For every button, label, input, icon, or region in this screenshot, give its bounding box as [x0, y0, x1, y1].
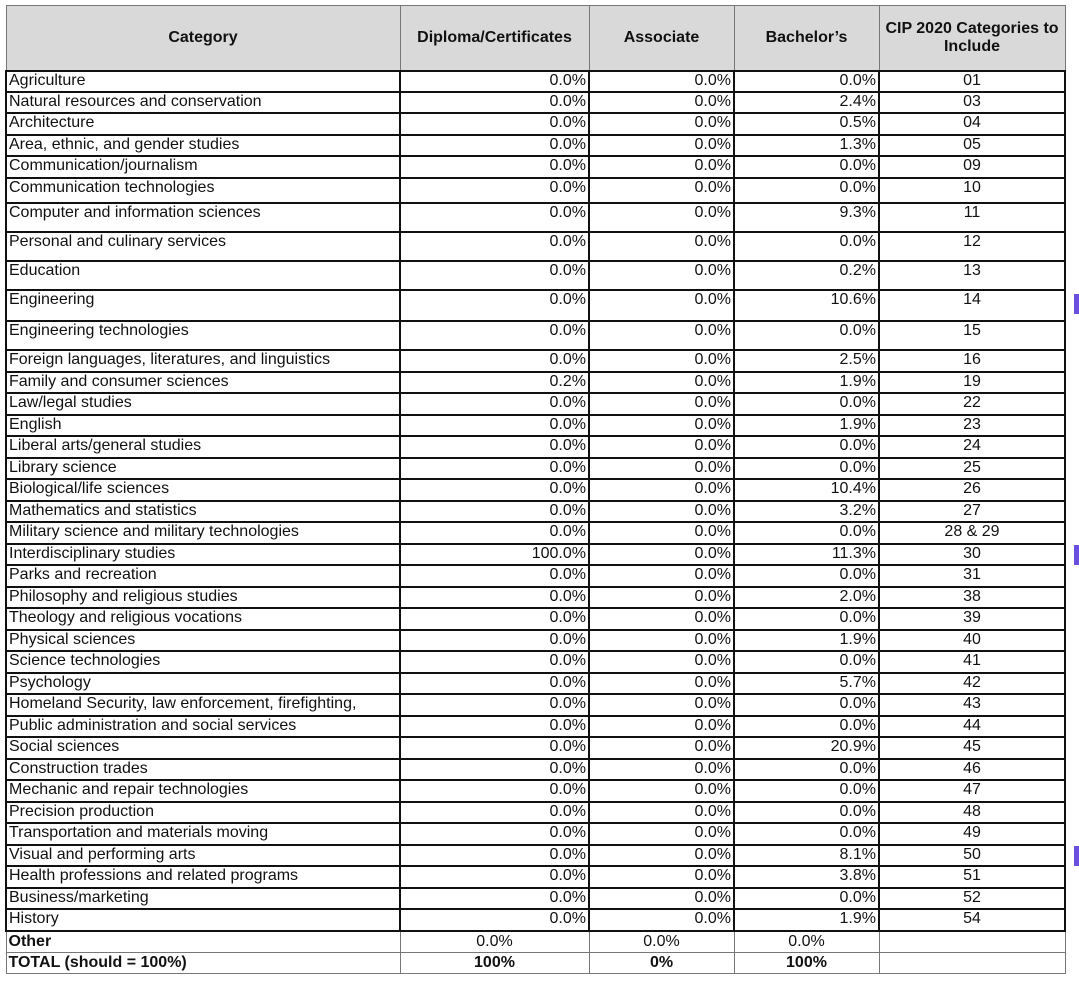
- cell-cip: 24: [879, 436, 1065, 458]
- cell-diploma: 0.0%: [400, 759, 589, 781]
- table-row: [6, 694, 1065, 716]
- cell-diploma: 0.0%: [400, 232, 589, 261]
- cell-cip: 39: [879, 608, 1065, 630]
- cell-bachelors: 8.1%: [734, 845, 879, 867]
- cell-cip: 27: [879, 501, 1065, 523]
- total-row: [6, 952, 1065, 974]
- table-row: [6, 290, 1065, 321]
- cell-diploma: 0.0%: [400, 178, 589, 203]
- cell-category: Theology and religious vocations: [6, 608, 400, 630]
- cell-bachelors: 3.8%: [734, 866, 879, 888]
- side-marker: [1074, 846, 1079, 866]
- cell-category: Agriculture: [6, 71, 400, 92]
- cell-diploma: 0.0%: [400, 587, 589, 609]
- cell-cip: 46: [879, 759, 1065, 781]
- table-row: [6, 479, 1065, 501]
- cell-category: Interdisciplinary studies: [6, 544, 400, 566]
- cell-category: Natural resources and conservation: [6, 92, 400, 113]
- cell-category: Military science and military technologies: [6, 522, 400, 544]
- cell-cip: 50: [879, 845, 1065, 867]
- other-cell-cip: [879, 931, 1065, 953]
- cell-bachelors: 0.0%: [734, 608, 879, 630]
- table-row: [6, 71, 1065, 92]
- cell-bachelors: 2.4%: [734, 92, 879, 113]
- cell-associate: 0.0%: [589, 651, 734, 673]
- cell-bachelors: 0.2%: [734, 261, 879, 290]
- cell-cip: 15: [879, 321, 1065, 350]
- cell-cip: 03: [879, 92, 1065, 113]
- table-row: [6, 759, 1065, 781]
- table-row: [6, 716, 1065, 738]
- cell-category: Communication technologies: [6, 178, 400, 203]
- cell-diploma: 0.0%: [400, 92, 589, 113]
- cell-associate: 0.0%: [589, 92, 734, 113]
- cell-category: Construction trades: [6, 759, 400, 781]
- cell-associate: 0.0%: [589, 522, 734, 544]
- table-row: [6, 909, 1065, 931]
- cell-cip: 38: [879, 587, 1065, 609]
- cell-cip: 16: [879, 350, 1065, 372]
- cell-bachelors: 1.9%: [734, 372, 879, 394]
- cell-cip: 25: [879, 458, 1065, 480]
- table-row: [6, 203, 1065, 232]
- table-row: [6, 415, 1065, 437]
- cell-cip: 04: [879, 113, 1065, 135]
- cell-diploma: 0.0%: [400, 802, 589, 824]
- other-row: [6, 931, 1065, 953]
- degree-distribution-table: [5, 5, 1066, 974]
- cell-category: Personal and culinary services: [6, 232, 400, 261]
- cell-diploma: 0.0%: [400, 888, 589, 910]
- cell-category: Engineering technologies: [6, 321, 400, 350]
- cell-cip: 12: [879, 232, 1065, 261]
- cell-diploma: 0.0%: [400, 261, 589, 290]
- cell-category: Computer and information sciences: [6, 203, 400, 232]
- table-body: [6, 71, 1065, 974]
- cell-bachelors: 0.0%: [734, 71, 879, 92]
- cell-bachelors: 10.6%: [734, 290, 879, 321]
- table-row: [6, 544, 1065, 566]
- cell-cip: 48: [879, 802, 1065, 824]
- cell-category: History: [6, 909, 400, 931]
- cell-diploma: 0.0%: [400, 71, 589, 92]
- cell-category: Mechanic and repair technologies: [6, 780, 400, 802]
- table-row: [6, 630, 1065, 652]
- cell-bachelors: 0.0%: [734, 802, 879, 824]
- cell-diploma: 0.0%: [400, 737, 589, 759]
- cell-associate: 0.0%: [589, 203, 734, 232]
- cell-associate: 0.0%: [589, 780, 734, 802]
- cell-category: Biological/life sciences: [6, 479, 400, 501]
- cell-diploma: 0.0%: [400, 156, 589, 178]
- table-row: [6, 92, 1065, 113]
- total-cell-diploma: 100%: [400, 952, 589, 974]
- cell-category: Public administration and social services: [6, 716, 400, 738]
- cell-bachelors: 3.2%: [734, 501, 879, 523]
- cell-associate: 0.0%: [589, 458, 734, 480]
- cell-cip: 23: [879, 415, 1065, 437]
- cell-bachelors: 0.0%: [734, 321, 879, 350]
- cell-bachelors: 9.3%: [734, 203, 879, 232]
- cell-bachelors: 1.3%: [734, 135, 879, 156]
- cell-category: Engineering: [6, 290, 400, 321]
- cell-associate: 0.0%: [589, 759, 734, 781]
- header-row: [6, 6, 1065, 72]
- cell-bachelors: 1.9%: [734, 415, 879, 437]
- cell-category: Mathematics and statistics: [6, 501, 400, 523]
- cell-category: Homeland Security, law enforcement, firefighting,: [6, 694, 400, 716]
- cell-associate: 0.0%: [589, 290, 734, 321]
- cell-associate: 0.0%: [589, 261, 734, 290]
- cell-associate: 0.0%: [589, 737, 734, 759]
- other-cell-category: Other: [6, 931, 400, 953]
- cell-cip: 09: [879, 156, 1065, 178]
- cell-bachelors: 0.0%: [734, 436, 879, 458]
- cell-associate: 0.0%: [589, 694, 734, 716]
- table-row: [6, 232, 1065, 261]
- cell-diploma: 0.0%: [400, 203, 589, 232]
- cell-diploma: 0.0%: [400, 321, 589, 350]
- cell-associate: 0.0%: [589, 845, 734, 867]
- cell-diploma: 0.0%: [400, 436, 589, 458]
- cell-cip: 13: [879, 261, 1065, 290]
- cell-bachelors: 2.5%: [734, 350, 879, 372]
- cell-associate: 0.0%: [589, 436, 734, 458]
- cell-diploma: 100.0%: [400, 544, 589, 566]
- cell-diploma: 0.0%: [400, 393, 589, 415]
- cell-category: Parks and recreation: [6, 565, 400, 587]
- cell-bachelors: 0.0%: [734, 780, 879, 802]
- table-row: [6, 845, 1065, 867]
- cell-bachelors: 0.0%: [734, 156, 879, 178]
- cell-cip: 54: [879, 909, 1065, 931]
- cell-cip: 42: [879, 673, 1065, 695]
- cell-category: Business/marketing: [6, 888, 400, 910]
- other-cell-bachelors: 0.0%: [734, 931, 879, 953]
- cell-category: English: [6, 415, 400, 437]
- table-row: [6, 321, 1065, 350]
- cell-associate: 0.0%: [589, 888, 734, 910]
- cell-bachelors: 0.0%: [734, 823, 879, 845]
- cell-category: Health professions and related programs: [6, 866, 400, 888]
- cell-associate: 0.0%: [589, 501, 734, 523]
- cell-associate: 0.0%: [589, 135, 734, 156]
- cell-category: Communication/journalism: [6, 156, 400, 178]
- table-row: [6, 135, 1065, 156]
- table-row: [6, 458, 1065, 480]
- cell-category: Area, ethnic, and gender studies: [6, 135, 400, 156]
- cell-cip: 11: [879, 203, 1065, 232]
- table-row: [6, 802, 1065, 824]
- cell-associate: 0.0%: [589, 608, 734, 630]
- cell-cip: 45: [879, 737, 1065, 759]
- cell-diploma: 0.0%: [400, 565, 589, 587]
- table-row: [6, 501, 1065, 523]
- cell-associate: 0.0%: [589, 415, 734, 437]
- table-row: [6, 608, 1065, 630]
- cell-diploma: 0.0%: [400, 630, 589, 652]
- cell-associate: 0.0%: [589, 802, 734, 824]
- cell-bachelors: 0.0%: [734, 694, 879, 716]
- cell-cip: 41: [879, 651, 1065, 673]
- cell-diploma: 0.0%: [400, 716, 589, 738]
- cell-diploma: 0.0%: [400, 350, 589, 372]
- cell-cip: 22: [879, 393, 1065, 415]
- cell-diploma: 0.0%: [400, 673, 589, 695]
- cell-bachelors: 5.7%: [734, 673, 879, 695]
- cell-bachelors: 1.9%: [734, 630, 879, 652]
- cell-category: Science technologies: [6, 651, 400, 673]
- cell-associate: 0.0%: [589, 909, 734, 931]
- cell-category: Architecture: [6, 113, 400, 135]
- cell-associate: 0.0%: [589, 479, 734, 501]
- cell-bachelors: 0.0%: [734, 232, 879, 261]
- cell-diploma: 0.0%: [400, 290, 589, 321]
- table-row: [6, 522, 1065, 544]
- table-row: [6, 350, 1065, 372]
- cell-bachelors: 20.9%: [734, 737, 879, 759]
- total-cell-associate: 0%: [589, 952, 734, 974]
- cell-cip: 51: [879, 866, 1065, 888]
- cell-diploma: 0.0%: [400, 651, 589, 673]
- cell-associate: 0.0%: [589, 156, 734, 178]
- header-category: Category: [6, 6, 400, 72]
- cell-category: Library science: [6, 458, 400, 480]
- cell-diploma: 0.0%: [400, 501, 589, 523]
- cell-cip: 28 & 29: [879, 522, 1065, 544]
- cell-category: Law/legal studies: [6, 393, 400, 415]
- cell-associate: 0.0%: [589, 544, 734, 566]
- cell-cip: 31: [879, 565, 1065, 587]
- cell-bachelors: 0.0%: [734, 522, 879, 544]
- cell-diploma: 0.0%: [400, 780, 589, 802]
- cell-associate: 0.0%: [589, 232, 734, 261]
- cell-cip: 01: [879, 71, 1065, 92]
- table-row: [6, 823, 1065, 845]
- cell-cip: 44: [879, 716, 1065, 738]
- cell-bachelors: 0.0%: [734, 393, 879, 415]
- table-row: [6, 261, 1065, 290]
- cell-associate: 0.0%: [589, 866, 734, 888]
- table-row: [6, 866, 1065, 888]
- cell-bachelors: 0.0%: [734, 565, 879, 587]
- cell-diploma: 0.0%: [400, 522, 589, 544]
- table-row: [6, 178, 1065, 203]
- header-cip: CIP 2020 Categories to Include: [879, 6, 1065, 72]
- cell-bachelors: 0.0%: [734, 178, 879, 203]
- cell-diploma: 0.0%: [400, 458, 589, 480]
- cell-associate: 0.0%: [589, 587, 734, 609]
- cell-cip: 30: [879, 544, 1065, 566]
- cell-cip: 26: [879, 479, 1065, 501]
- table-row: [6, 156, 1065, 178]
- cell-associate: 0.0%: [589, 321, 734, 350]
- cell-associate: 0.0%: [589, 565, 734, 587]
- cell-diploma: 0.0%: [400, 694, 589, 716]
- table-row: [6, 587, 1065, 609]
- side-marker: [1074, 545, 1079, 565]
- cell-category: Philosophy and religious studies: [6, 587, 400, 609]
- cell-category: Social sciences: [6, 737, 400, 759]
- cell-associate: 0.0%: [589, 178, 734, 203]
- cell-bachelors: 0.0%: [734, 716, 879, 738]
- table-row: [6, 393, 1065, 415]
- table-row: [6, 737, 1065, 759]
- cell-associate: 0.0%: [589, 372, 734, 394]
- cell-category: Liberal arts/general studies: [6, 436, 400, 458]
- cell-cip: 05: [879, 135, 1065, 156]
- header-diploma: Diploma/Certificates: [400, 6, 589, 72]
- cell-cip: 49: [879, 823, 1065, 845]
- cell-diploma: 0.0%: [400, 866, 589, 888]
- table-row: [6, 113, 1065, 135]
- total-cell-category: TOTAL (should = 100%): [6, 952, 400, 974]
- cell-associate: 0.0%: [589, 716, 734, 738]
- cell-bachelors: 0.0%: [734, 759, 879, 781]
- cell-bachelors: 0.0%: [734, 651, 879, 673]
- cell-bachelors: 0.5%: [734, 113, 879, 135]
- table-row: [6, 651, 1065, 673]
- cell-diploma: 0.0%: [400, 135, 589, 156]
- cell-category: Psychology: [6, 673, 400, 695]
- table-row: [6, 888, 1065, 910]
- cell-category: Visual and performing arts: [6, 845, 400, 867]
- cell-cip: 52: [879, 888, 1065, 910]
- other-cell-associate: 0.0%: [589, 931, 734, 953]
- cell-category: Education: [6, 261, 400, 290]
- cell-bachelors: 2.0%: [734, 587, 879, 609]
- cell-associate: 0.0%: [589, 673, 734, 695]
- table-row: [6, 565, 1065, 587]
- side-marker: [1074, 294, 1079, 314]
- cell-cip: 47: [879, 780, 1065, 802]
- cell-diploma: 0.0%: [400, 608, 589, 630]
- cell-diploma: 0.0%: [400, 823, 589, 845]
- cell-bachelors: 0.0%: [734, 888, 879, 910]
- table-row: [6, 372, 1065, 394]
- cell-associate: 0.0%: [589, 113, 734, 135]
- cell-diploma: 0.0%: [400, 479, 589, 501]
- cell-category: Transportation and materials moving: [6, 823, 400, 845]
- cell-cip: 14: [879, 290, 1065, 321]
- cell-associate: 0.0%: [589, 823, 734, 845]
- cell-category: Foreign languages, literatures, and linguistics: [6, 350, 400, 372]
- cell-bachelors: 0.0%: [734, 458, 879, 480]
- cell-bachelors: 10.4%: [734, 479, 879, 501]
- total-cell-bachelors: 100%: [734, 952, 879, 974]
- table-row: [6, 673, 1065, 695]
- table-row: [6, 780, 1065, 802]
- cell-bachelors: 11.3%: [734, 544, 879, 566]
- cell-category: Precision production: [6, 802, 400, 824]
- cell-category: Family and consumer sciences: [6, 372, 400, 394]
- cell-associate: 0.0%: [589, 630, 734, 652]
- cell-cip: 19: [879, 372, 1065, 394]
- header-bachelors: Bachelor’s: [734, 6, 879, 72]
- cell-cip: 10: [879, 178, 1065, 203]
- cell-associate: 0.0%: [589, 71, 734, 92]
- cell-cip: 43: [879, 694, 1065, 716]
- cell-cip: 40: [879, 630, 1065, 652]
- cell-diploma: 0.0%: [400, 845, 589, 867]
- cell-category: Physical sciences: [6, 630, 400, 652]
- cell-bachelors: 1.9%: [734, 909, 879, 931]
- cell-diploma: 0.0%: [400, 113, 589, 135]
- cell-diploma: 0.0%: [400, 415, 589, 437]
- cell-associate: 0.0%: [589, 393, 734, 415]
- table-row: [6, 436, 1065, 458]
- cell-associate: 0.0%: [589, 350, 734, 372]
- cell-diploma: 0.2%: [400, 372, 589, 394]
- header-associate: Associate: [589, 6, 734, 72]
- total-cell-cip: [879, 952, 1065, 974]
- cell-diploma: 0.0%: [400, 909, 589, 931]
- other-cell-diploma: 0.0%: [400, 931, 589, 953]
